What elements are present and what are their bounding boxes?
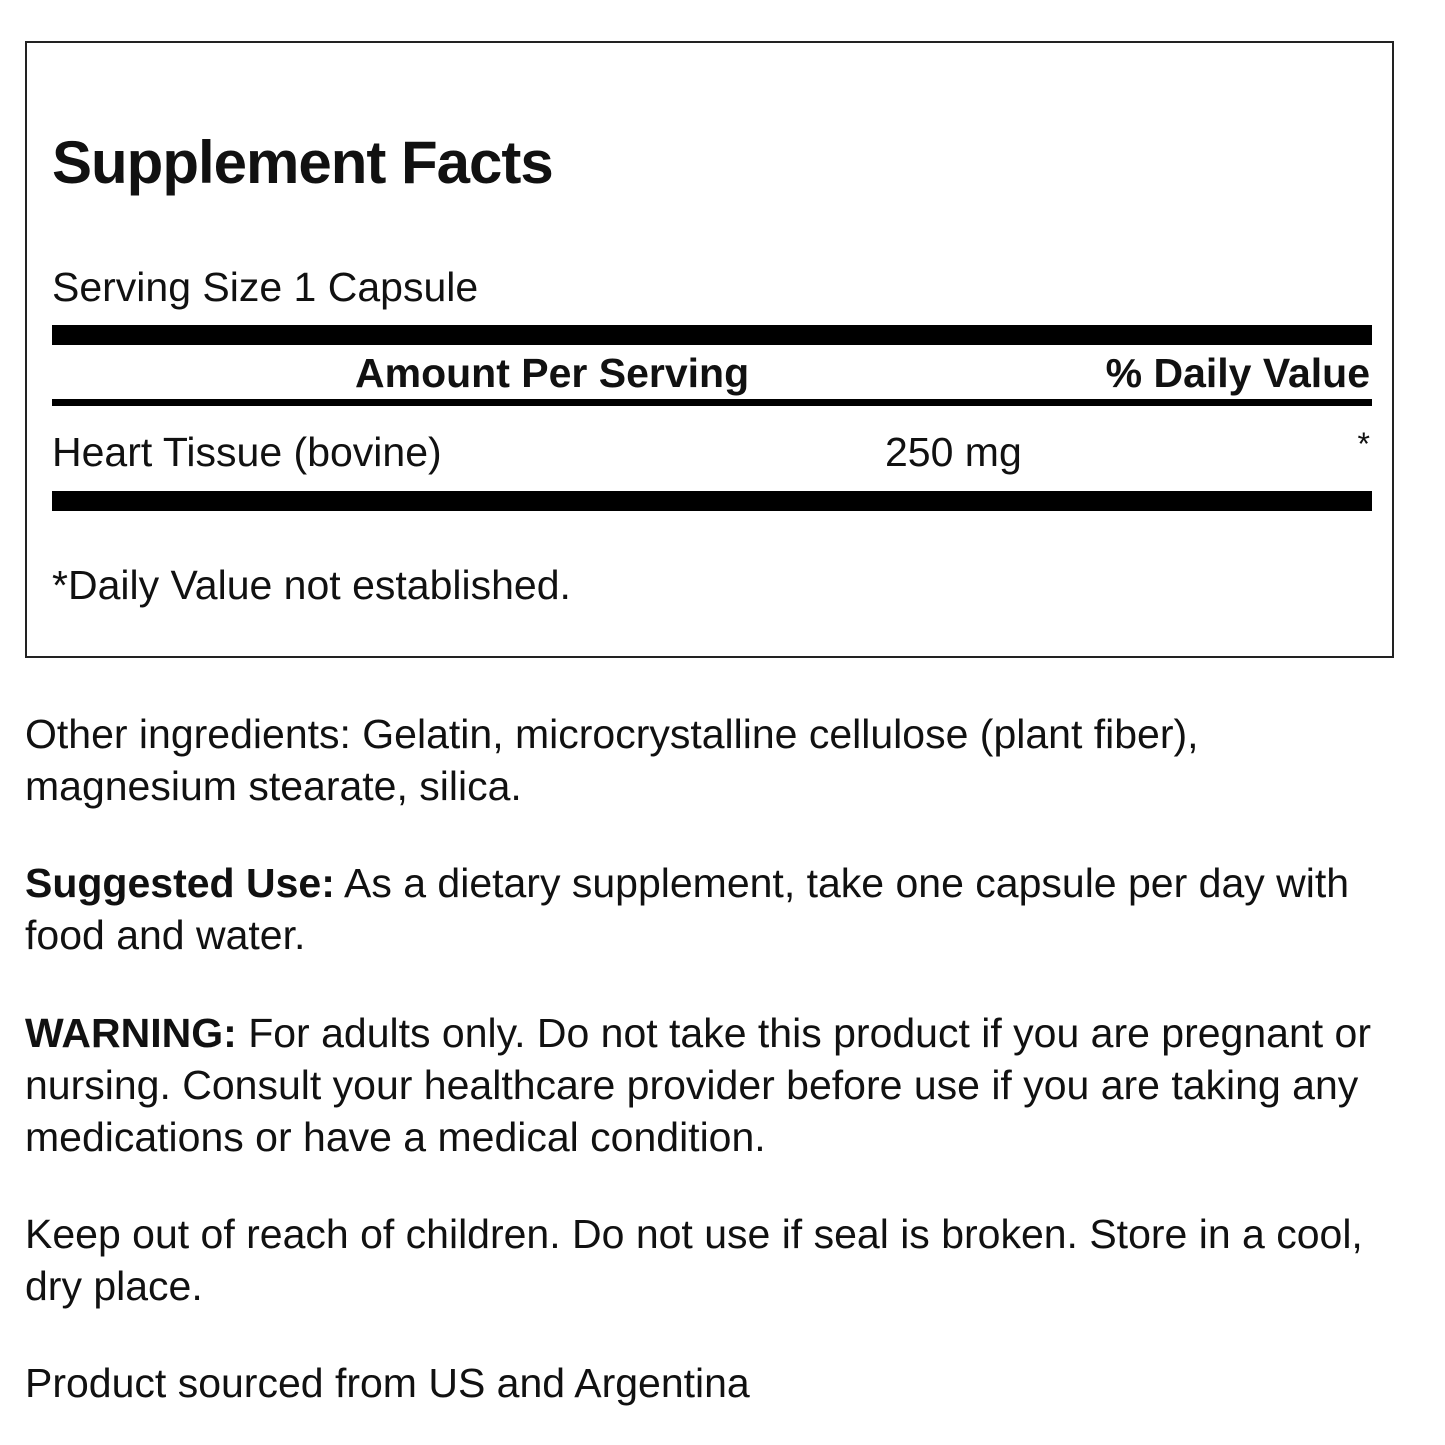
ingredient-amount: 250 mg <box>885 429 1022 475</box>
other-ingredients: Other ingredients: Gelatin, microcrystalline cellulose (plant fiber), magnesium stearate, silica. <box>25 711 1199 809</box>
storage-instructions: Keep out of reach of children. Do not use if seal is broken. Store in a cool, dry place. <box>25 1211 1363 1309</box>
thick-divider <box>52 325 1372 345</box>
panel-title: Supplement Facts <box>52 129 553 196</box>
header-divider <box>52 399 1372 406</box>
thick-divider-bottom <box>52 491 1372 511</box>
ingredient-daily-value: * <box>1357 426 1370 462</box>
sourcing-statement: Product sourced from US and Argentina <box>25 1360 750 1406</box>
amount-per-serving-header: Amount Per Serving <box>355 350 750 396</box>
daily-value-footnote: *Daily Value not established. <box>52 562 571 608</box>
suggested-use-label: Suggested Use: <box>25 860 335 906</box>
serving-size: Serving Size 1 Capsule <box>52 264 479 310</box>
warning-label: WARNING: <box>25 1010 237 1056</box>
warning <box>25 1007 1395 1163</box>
ingredient-name: Heart Tissue (bovine) <box>52 429 442 475</box>
supplement-facts-panel <box>25 41 1394 658</box>
daily-value-header: % Daily Value <box>1105 350 1370 396</box>
suggested-use <box>25 857 1395 961</box>
warning-text: For adults only. Do not take this product if you are pregnant or nursing. Consult your healthcare provider before use if you are taking any medications or have a medical condition. <box>25 1010 1371 1160</box>
suggested-use-text: As a dietary supplement, take one capsule per day with food and water. <box>25 860 1350 958</box>
